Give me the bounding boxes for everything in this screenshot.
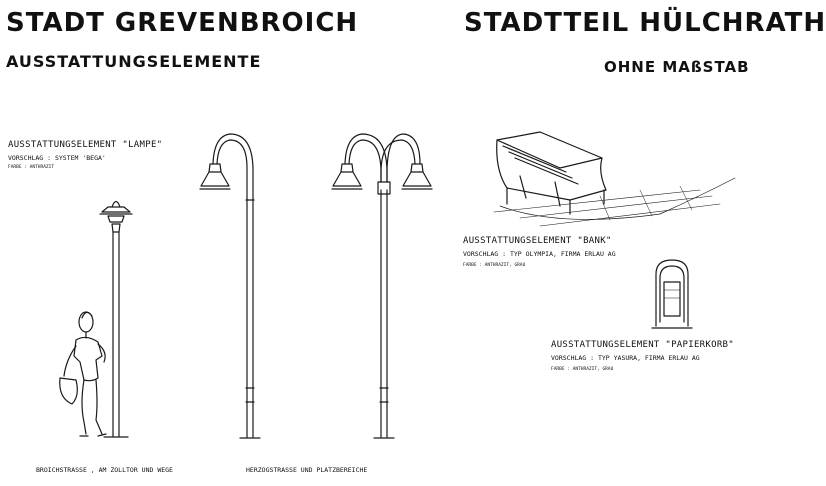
bench-drawing bbox=[494, 132, 735, 226]
trash-bin-drawing bbox=[652, 260, 692, 328]
bench-label-title: AUSSTATTUNGSELEMENT "BANK" bbox=[463, 236, 612, 246]
bin-label-color: FARBE : ANTHRAZIT, GRAU bbox=[551, 367, 614, 372]
bin-label-proposal: VORSCHLAG : TYP YASURA, FIRMA ERLAU AG bbox=[551, 354, 700, 362]
subtitle: AUSSTATTUNGSELEMENTE bbox=[6, 52, 262, 71]
district-title: STADTTEIL HÜLCHRATH bbox=[464, 8, 826, 38]
single-arm-pole-drawing bbox=[200, 134, 260, 438]
caption-broichstrasse: BROICHSTRASSE , AM ZOLLTOR UND WEGE bbox=[36, 466, 173, 474]
bin-label-title: AUSSTATTUNGSELEMENT "PAPIERKORB" bbox=[551, 340, 734, 350]
short-lamp-drawing bbox=[100, 202, 132, 438]
bench-label-proposal: VORSCHLAG : TYP OLYMPIA, FIRMA ERLAU AG bbox=[463, 250, 616, 258]
lamp-label-color: FARBE : ANTHRAZIT bbox=[8, 165, 55, 170]
lamp-label-proposal: VORSCHLAG : SYSTEM 'BEGA' bbox=[8, 154, 106, 162]
scale-note: OHNE MAßSTAB bbox=[604, 58, 750, 76]
lamp-label-title: AUSSTATTUNGSELEMENT "LAMPE" bbox=[8, 140, 163, 150]
city-title: STADT GREVENBROICH bbox=[6, 8, 359, 38]
human-figure-drawing bbox=[60, 312, 106, 436]
bench-label-color: FARBE : ANTHRAZIT, GRAU bbox=[463, 263, 526, 268]
double-arm-pole-drawing bbox=[332, 134, 432, 438]
caption-herzogstrasse: HERZOGSTRASSE UND PLATZBEREICHE bbox=[246, 466, 368, 474]
